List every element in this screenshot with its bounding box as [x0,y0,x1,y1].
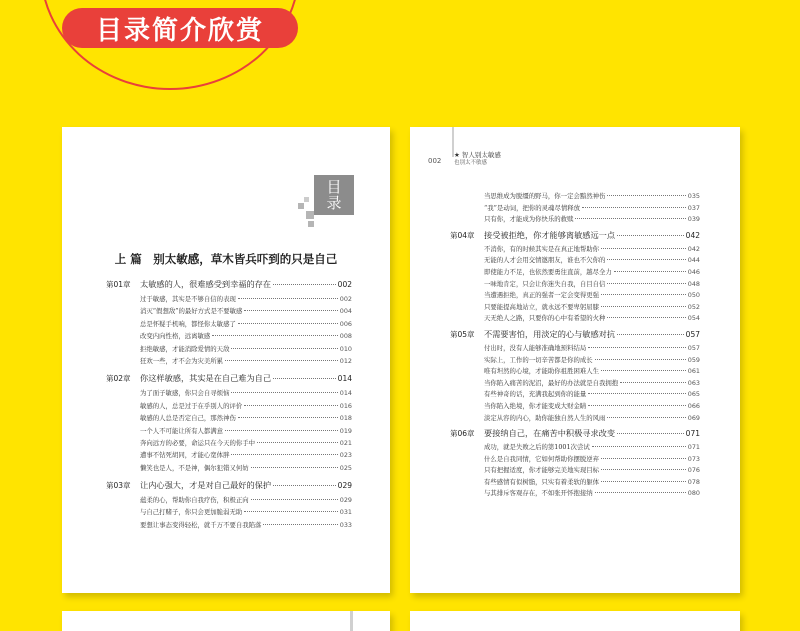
toc-entry-title: 接受被拒绝，你才能够离敏感远一点 [484,229,616,240]
dot-leader [617,433,684,434]
dot-leader [588,405,686,406]
toc-page-number: 010 [339,344,352,353]
toc-page-number: 042 [685,230,700,240]
toc-page-number: 048 [687,279,700,288]
toc-entry-title: 敏感的人总是否定自己，那然神伤 [140,414,236,423]
toc-section-row [106,388,352,400]
toc-section-row [106,520,352,532]
toc-chapter-row [450,428,700,442]
toc-page-number: 019 [339,426,352,435]
dot-leader [251,499,338,500]
toc-entry-title: 过于敏感，其实是不够自信的表现 [140,295,236,303]
dot-leader [617,334,684,335]
toc-page-number: 066 [687,401,700,410]
toc-entry-title: 不需要害怕，用淡定的心与敏感对抗 [484,328,616,339]
toc-section-row [106,319,352,331]
toc-section-row [450,366,700,378]
toc-section-row [106,495,352,507]
dot-leader [601,248,686,249]
next-page-right [410,611,740,631]
toc-page-number: 069 [687,413,700,422]
toc-section-row [450,203,700,215]
toc-section-row [106,450,352,462]
dot-leader [607,195,685,196]
toc-entry-title: 只有你，才能成为你快乐的救赎 [484,215,574,224]
toc-entry-title: “我”是动词，把你的灵魂尽情释放 [484,203,581,212]
toc-entry-title: 要想让事态变得轻松，就千万不要自我陷落 [140,520,262,529]
dot-leader [614,271,686,272]
toc-chapter-row [106,279,352,294]
toc-chapter-row [106,480,352,495]
toc-section-row [450,214,700,226]
dot-leader [273,284,336,285]
dot-leader [273,378,336,379]
dot-leader [244,310,337,311]
dot-leader [617,235,684,236]
toc-section-row [450,477,700,489]
toc-section-row [106,344,352,356]
toc-section-row [450,255,700,267]
toc-section-row [450,244,700,256]
dot-leader [244,511,338,512]
toc-entry-title: 成功，就是失败之后的第1001次尝试 [484,443,590,452]
toc-section-row [450,343,700,355]
toc-section-row [106,306,352,318]
toc-entry-title: 一个人不可能让所有人都满意 [140,426,224,435]
running-header-line2: 也别太不敏感 [454,160,488,166]
decor-square [306,211,314,219]
toc-list [106,279,352,532]
toc-entry-title: 唯有坦然的心境，才能助你祖胜困难人生 [484,367,600,376]
toc-page-number: 008 [339,332,352,341]
dot-leader [231,348,337,349]
toc-page-number: 031 [339,508,352,517]
dot-leader [244,405,338,406]
chapter-label: 第03章 [106,481,131,491]
dot-leader [595,359,686,360]
toc-section-row [106,426,352,438]
toc-page-number: 016 [339,401,352,410]
toc-entry-title: 遭事不钻死胡同，才能心宽体胖 [140,451,230,460]
chapter-label: 第01章 [106,280,131,289]
dot-leader [575,218,685,219]
toc-section-row [450,389,700,401]
toc-page-number: 059 [687,355,700,364]
toc-chapter-row [450,230,700,244]
toc-page-number: 046 [687,267,700,276]
toc-page-number: 025 [339,463,352,472]
dot-leader [588,347,686,348]
running-header-line1: ★ 智人别太敏感 [454,151,501,159]
toc-section-row [450,401,700,413]
dot-leader [601,458,686,459]
page-divider [452,127,454,157]
toc-entry-title: 一味地肯定，只会让你迷失自我，自目自信 [484,279,606,288]
toc-entry-title: 实际上，工作的一切辛苦都是你的成长 [484,355,593,364]
toc-page-number: 006 [339,319,352,328]
toc-page-number: 052 [687,302,700,311]
toc-entry-title: 与自己打赌子，你只会更加脆弱无助 [140,508,243,517]
dot-leader [601,469,686,470]
toc-page-number: 004 [339,307,352,316]
dot-leader [601,294,686,295]
decor-square [308,221,314,227]
toc-page-number: 023 [339,451,352,460]
toc-section-row [450,378,700,390]
toc-badge [314,175,354,215]
toc-entry-title: 有些感情有似树脂，只实有着柔软的躯体 [484,477,600,486]
toc-page-number: 044 [687,256,700,265]
toc-entry-title: 要接纳自己，在痛苦中积极寻求改变 [484,428,616,439]
toc-section-row [450,488,700,500]
toc-entry-title: 你这样敏感，其实是在自己难为自己 [140,373,272,384]
toc-entry-title: 与其排斥客观存在，不如张开怀抱接纳 [484,489,593,498]
toc-page-number: 002 [337,280,352,289]
dot-leader [595,492,686,493]
chapter-label: 第06章 [450,429,475,439]
toc-section-row [106,438,352,450]
dot-leader [607,283,685,284]
toc-entry-title: 无能的人才会用交情邀朋友，谁也不欠你的 [484,256,606,265]
toc-page-number: 002 [339,295,352,303]
toc-entry-title: 当遭遇拒绝，真正的强者一定会变得更强 [484,291,600,300]
dot-leader [238,323,338,324]
toc-entry-title: 当你陷入痛苦的泥沼，最好的办法就是自我拥抱 [484,378,619,387]
toc-entry-title: 为了面子敏感，你只会自寻烦恼 [140,389,230,398]
toc-chapter-row [450,329,700,343]
toc-page-number: 029 [337,481,352,491]
dot-leader [225,360,338,361]
toc-section-row [450,442,700,454]
toc-entry-title: 敏感的人，总是过于在乎别人的评价 [140,401,243,410]
toc-section-row [450,279,700,291]
dot-leader [582,207,686,208]
toc-section-row [106,413,352,425]
dot-leader [251,467,338,468]
toc-section-row [106,401,352,413]
toc-page-number: 080 [687,489,700,498]
toc-entry-title: 淡定从容的内心，助你能独自然人生的风雨 [484,413,606,422]
toc-section-row [450,290,700,302]
dot-leader [212,335,338,336]
toc-entry-title: 只有把握适度，你才能够完美地实现目标 [484,466,600,475]
dot-leader [273,485,336,486]
toc-section-row [450,267,700,279]
toc-section-row [450,465,700,477]
toc-page-number: 014 [339,389,352,398]
toc-entry-title: 当你陷入绝境，你才能变成大财金睛 [484,401,587,410]
dot-leader [620,382,686,383]
toc-page-number: 065 [687,390,700,399]
chapter-label: 第02章 [106,374,131,384]
toc-entry-title: 付出时，没有人能够准确地预料结局 [484,343,587,352]
dot-leader [601,481,686,482]
toc-page-left [62,127,390,593]
toc-section-row [450,413,700,425]
toc-page-number: 021 [339,438,352,447]
dot-leader [238,298,338,299]
toc-page-number: 073 [687,454,700,463]
toc-entry-title: 天无绝人之路，只要你的心中有希望的火种 [484,314,606,323]
toc-page-number: 014 [337,374,352,384]
toc-page-number: 061 [687,367,700,376]
part-title: 上 篇 别太敏感，草木皆兵吓到的只是自己 [114,252,338,266]
toc-entry-title: 有些神奇的话，充满我起到你的能量 [484,390,587,399]
toc-page-number: 039 [687,215,700,224]
toc-entry-title: 改变内向性格，远离敏感 [140,332,211,341]
toc-page-number: 054 [687,314,700,323]
dot-leader [238,417,338,418]
toc-page-number: 037 [687,203,700,212]
toc-page-number: 012 [339,356,352,365]
toc-chapter-row [106,373,352,388]
dot-leader [601,306,686,307]
toc-entry-title: 当思维成为脱缰的野马，你一定会黯然神伤 [484,192,606,200]
section-title-badge: 目录简介欣赏 [62,8,298,48]
dot-leader [601,370,686,371]
toc-list [450,191,700,500]
decor-square [304,197,309,202]
toc-entry-title: 什么是自我同情，它如何帮助你摆脱逆弃 [484,454,600,463]
toc-page-number: 029 [339,496,352,505]
page-divider [350,611,353,631]
toc-entry-title: 不消你，有的时候其实是在真正地帮助你 [484,244,600,253]
toc-badge-text: 目 录 [326,178,342,212]
toc-section-row [450,355,700,367]
dot-leader [607,417,685,418]
toc-entry-title: 消灭“假想敌”的最好方式是不要敏感 [140,307,243,316]
next-page-left [62,611,390,631]
toc-page-number: 050 [687,291,700,300]
dot-leader [231,392,337,393]
toc-page-number: 076 [687,466,700,475]
chapter-label: 第04章 [450,230,475,240]
toc-entry-title: 太敏感的人，很难感受到幸福的存在 [140,279,272,289]
toc-page-number: 063 [687,378,700,387]
toc-page-number: 071 [685,429,700,439]
toc-section-row [106,507,352,519]
toc-page-number: 057 [687,343,700,352]
running-header [454,151,501,167]
toc-entry-title: 蕴柔的心，帮助你自我疗伤，积极正向 [140,496,249,505]
dot-leader [225,430,338,431]
toc-page-number: 033 [339,520,352,529]
toc-page-number: 042 [687,244,700,253]
toc-section-row [106,294,352,306]
toc-entry-title: 奔向远方的必要，命运只在今天的你手中 [140,438,256,447]
toc-page-number: 057 [685,329,700,339]
toc-page-number: 078 [687,477,700,486]
dot-leader [231,454,337,455]
dot-leader [588,393,686,394]
toc-section-row [106,463,352,475]
toc-section-row [450,302,700,314]
dot-leader [263,524,337,525]
toc-entry-title: 狂欢一些，才不会为灾美所累 [140,356,224,365]
toc-entry-title: 让内心强大，才是对自己最好的保护 [140,480,272,491]
toc-section-row [450,313,700,325]
toc-page-number: 018 [339,414,352,423]
toc-section-row [450,191,700,203]
toc-page-number: 071 [687,443,700,452]
dot-leader [607,317,685,318]
dot-leader [257,442,338,443]
page-number: 002 [428,157,442,165]
toc-entry-title: 懒笑也是人，不是神，偶尔犯错又何妨 [140,463,249,472]
toc-section-row [450,454,700,466]
toc-entry-title: 即使能力不足，也依然要勇往直前，越尽全力 [484,267,612,276]
decor-square [298,203,304,209]
toc-page-right [410,127,740,593]
toc-section-row [106,356,352,368]
dot-leader [592,446,686,447]
toc-page-number: 035 [687,192,700,200]
dot-leader [607,259,685,260]
toc-entry-title: 拒绝敏感，才能消除爱情的天敌 [140,344,230,353]
toc-entry-title: 只要能提高地站立，就永远不要卑躬屈膝 [484,302,600,311]
chapter-label: 第05章 [450,329,475,339]
toc-section-row [106,331,352,343]
toc-entry-title: 总是怀疑手机响，都怪你太敏感了 [140,319,236,328]
